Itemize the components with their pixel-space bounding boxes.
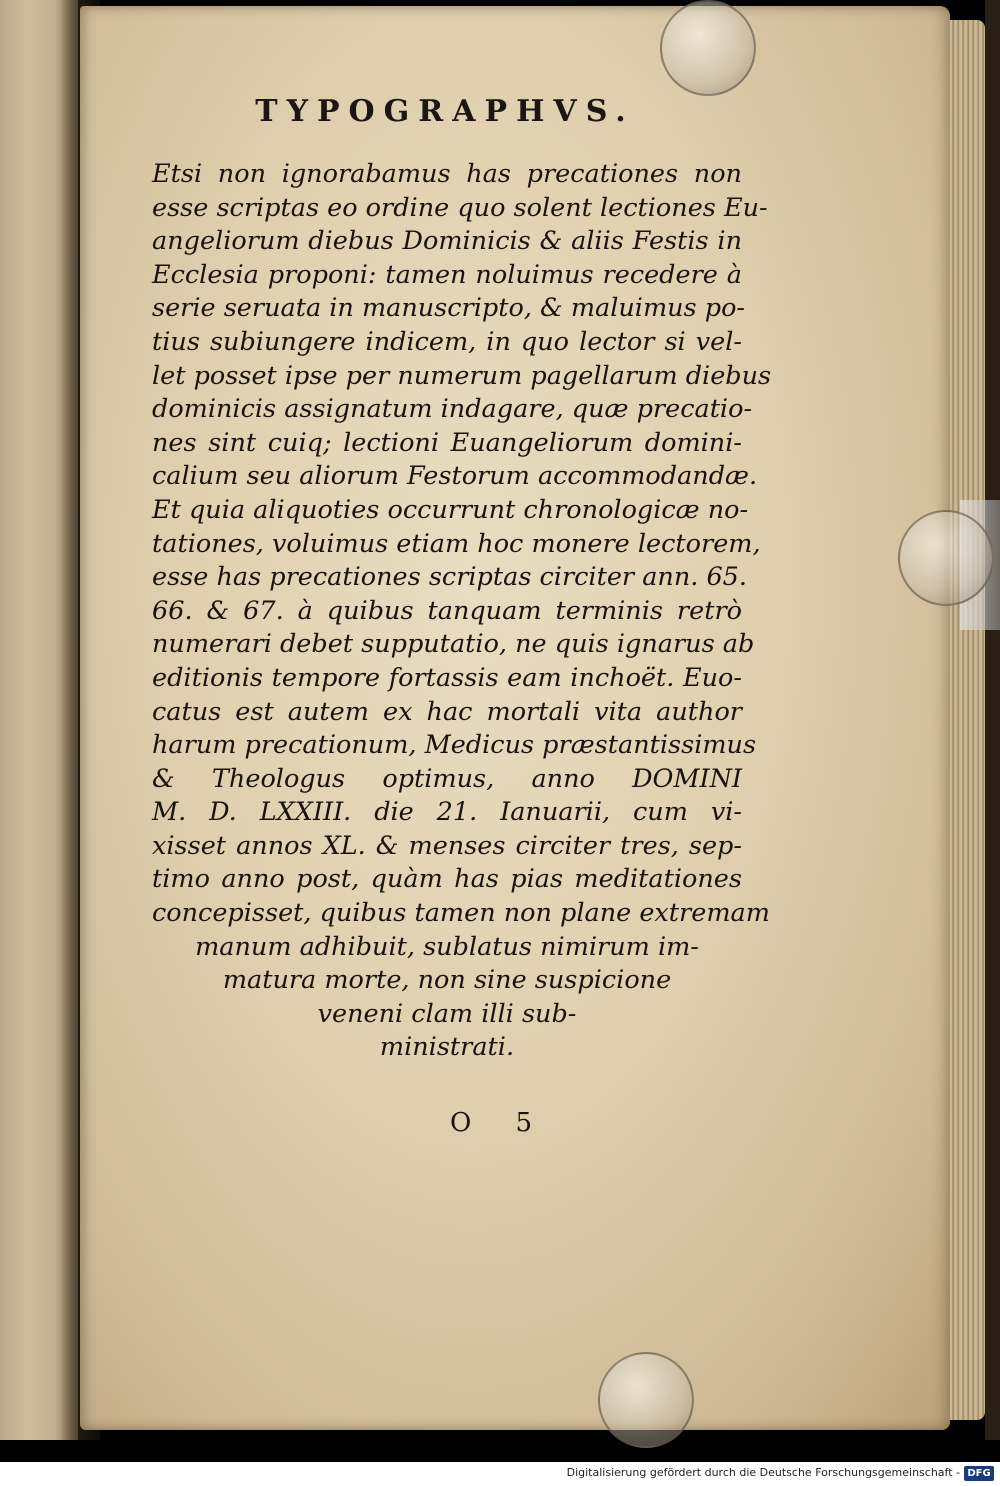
footer-bar <box>0 1462 1000 1486</box>
text-line: dominicis assignatum indagare, quæ precatio- <box>152 394 753 425</box>
text-line: calium seu aliorum Festorum accommodandæ. <box>152 461 758 492</box>
text-line: esse has precationes scriptas circiter ann. 65. <box>152 562 748 593</box>
text-line: editionis tempore fortassis eam inchoët. Euo- <box>152 662 742 693</box>
dfg-logo: DFG <box>964 1466 994 1481</box>
text-line: & Theologus optimus, anno DOMINI <box>152 763 742 794</box>
text-line: matura morte, non sine suspicione <box>222 965 672 996</box>
text-line: angeliorum diebus Dominicis & aliis Festis in <box>152 226 742 257</box>
text-line: xisset annos XL. & menses circiter tres, sep- <box>152 830 742 861</box>
running-head: TYPOGRAPHVS. <box>255 94 635 129</box>
text-line: tius subiungere indicem, in quo lector si vel- <box>152 326 742 357</box>
text-line: Ecclesia proponi: tamen noluimus recedere à <box>152 259 742 290</box>
text-line: serie seruata in manuscripto, & maluimus po- <box>152 293 746 324</box>
funding-note: Digitalisierung gefördert durch die Deutsche Forschungsgemeinschaft - <box>566 1466 960 1479</box>
text-line: manum adhibuit, sublatus nimirum im- <box>195 931 699 962</box>
text-line: esse scriptas eo ordine quo solent lectiones Eu- <box>152 192 768 223</box>
text-line: M. D. LXXIII. die 21. Ianuarii, cum vi- <box>152 797 742 828</box>
glass-weight-bottom <box>598 1352 694 1448</box>
text-line: tationes, voluimus etiam hoc monere lectorem, <box>152 528 761 559</box>
signature-mark: O 5 <box>449 1108 551 1138</box>
text-line: let posset ipse per numerum pagellarum diebus <box>152 360 772 391</box>
glass-weight-top <box>660 0 756 96</box>
text-line: timo anno post, quàm has pias meditationes <box>152 864 742 895</box>
text-line: catus est autem ex hac mortali vita author <box>152 696 742 727</box>
glass-weight-right <box>898 510 994 606</box>
page-body-text <box>152 158 772 1065</box>
text-line: numerari debet supputatio, ne quis ignarus ab <box>152 629 755 660</box>
background-shadow <box>985 0 1000 1440</box>
text-line: Etsi non ignorabamus has precationes non <box>152 159 742 189</box>
text-line: nes sint cuiq; lectioni Euangeliorum domini- <box>152 427 742 458</box>
text-line: 66. & 67. à quibus tanquam terminis retrò <box>152 595 742 626</box>
text-line: Et quia aliquoties occurrunt chronologicæ no- <box>152 494 749 525</box>
text-line: veneni clam illi sub- <box>317 998 577 1029</box>
text-line: ministrati. <box>379 1032 515 1063</box>
text-line: harum precationum, Medicus præstantissimus <box>152 730 757 761</box>
text-line: concepisset, quibus tamen non plane extremam <box>152 898 770 929</box>
